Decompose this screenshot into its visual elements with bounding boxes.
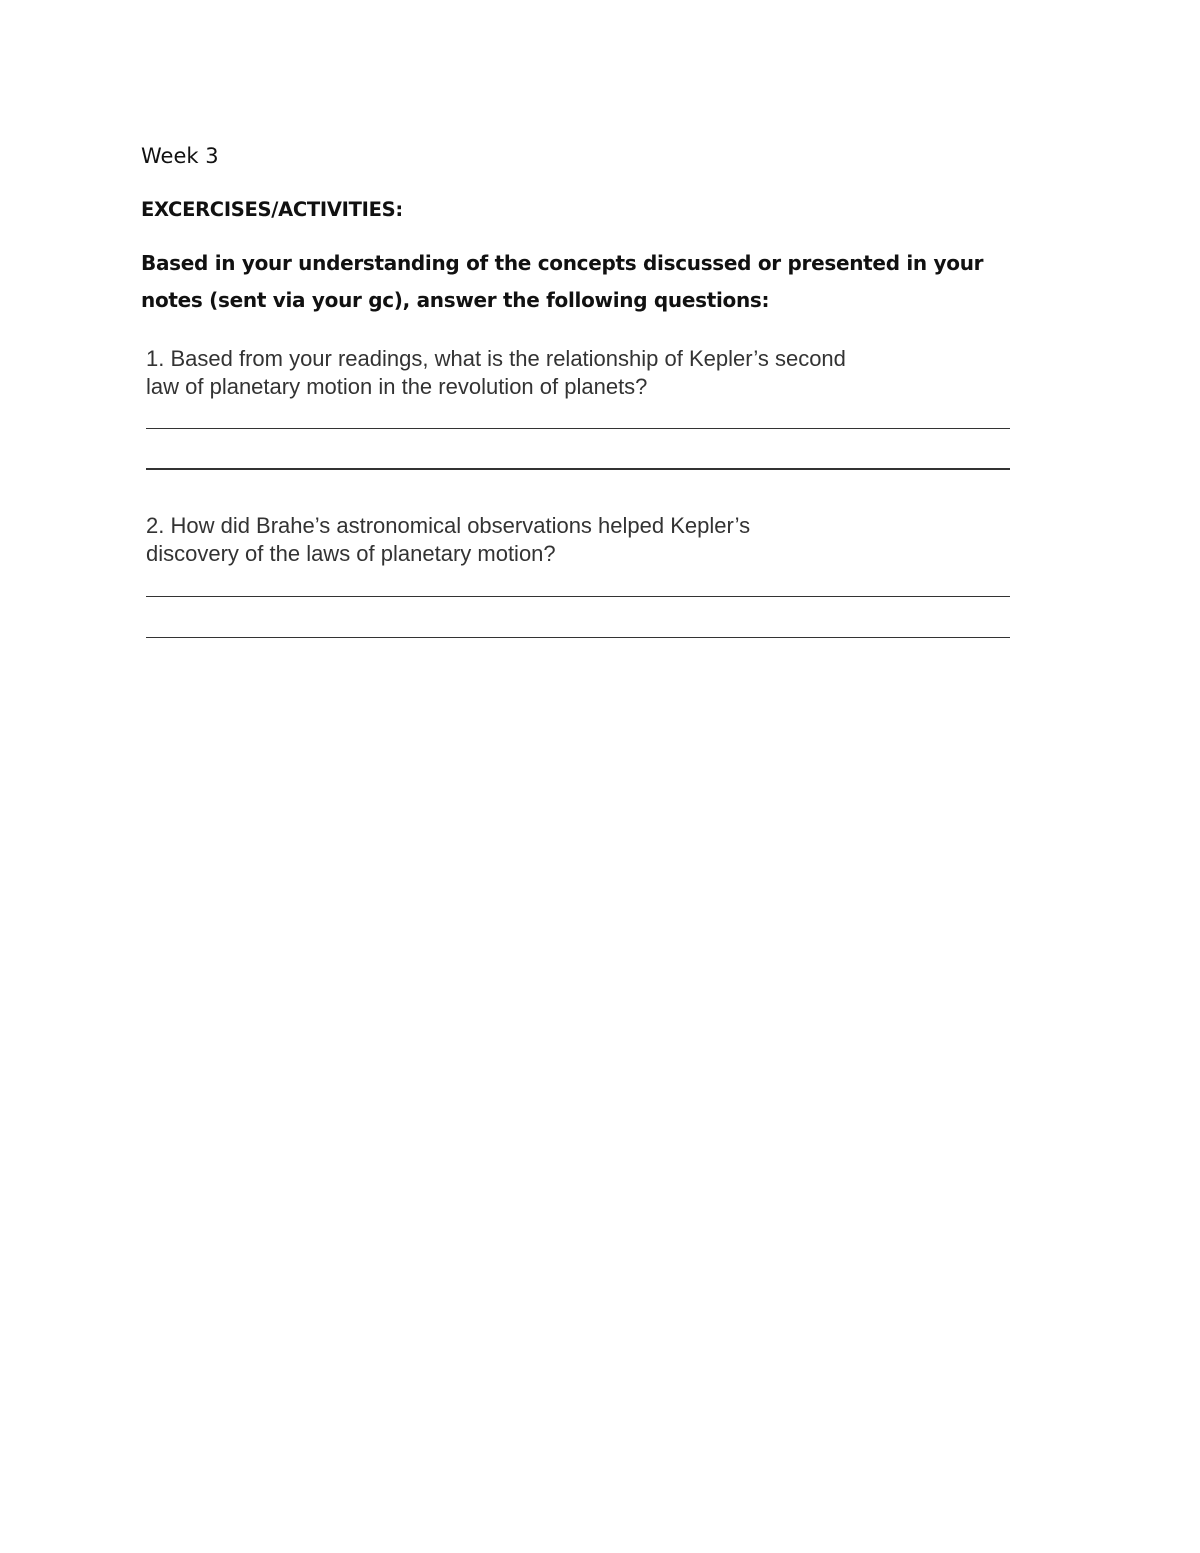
question-2-line-1: 2. How did Brahe’s astronomical observations helped Kepler’s — [146, 513, 751, 538]
answer-line-1b — [146, 468, 1010, 470]
question-2 — [146, 512, 1026, 568]
answer-line-2b — [146, 637, 1010, 638]
question-2-line-2: discovery of the laws of planetary motion? — [146, 541, 556, 566]
week-label: Week 3 — [141, 144, 219, 168]
section-heading: EXCERCISES/ACTIVITIES: — [141, 198, 403, 221]
question-1 — [146, 345, 1026, 401]
instructions-text: Based in your understanding of the concepts discussed or presented in your notes (sent via your gc), answer the following questions: — [141, 251, 984, 312]
answer-line-1a — [146, 428, 1010, 429]
question-1-line-2: law of planetary motion in the revolution of planets? — [146, 374, 648, 399]
question-1-line-1: 1. Based from your readings, what is the relationship of Kepler’s second — [146, 346, 846, 371]
answer-line-2a — [146, 596, 1010, 597]
